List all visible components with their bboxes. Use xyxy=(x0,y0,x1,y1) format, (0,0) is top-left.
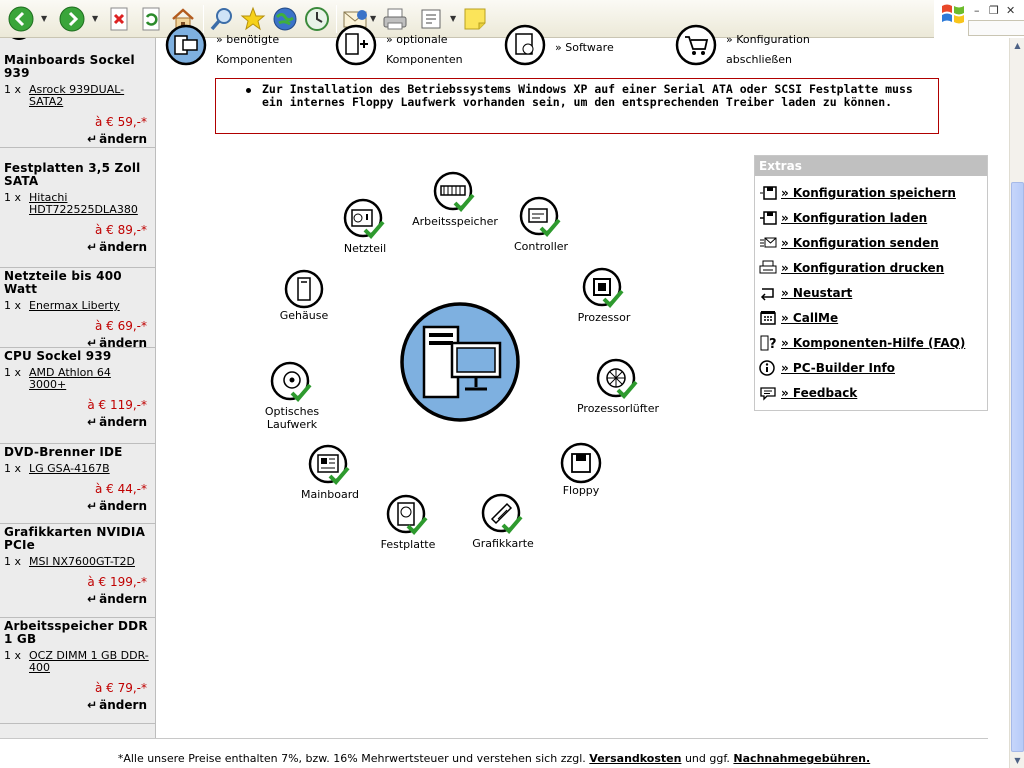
sidebar-category: DVD-Brenner IDE xyxy=(4,445,123,459)
sidebar-item xyxy=(0,526,155,618)
sidebar-item xyxy=(0,350,155,444)
extras-link: » Konfiguration speichern xyxy=(781,185,956,200)
change-label: ändern xyxy=(99,240,147,254)
stop-icon xyxy=(108,7,130,31)
scroll-thumb[interactable] xyxy=(1011,182,1024,752)
change-arrow-icon: ↵ xyxy=(87,499,98,513)
extras-link: » Konfiguration drucken xyxy=(781,260,945,275)
component-controller[interactable] xyxy=(503,196,579,253)
edit-dropdown[interactable]: ▼ xyxy=(450,14,457,23)
change-label: ändern xyxy=(99,592,147,606)
sidebar-category: Mainboards Sockel 939 xyxy=(4,53,135,80)
extras-link: » Komponenten-Hilfe (FAQ) xyxy=(781,335,966,350)
price-footer xyxy=(0,752,988,766)
psu-check-icon xyxy=(343,198,387,242)
restore-button[interactable]: ❐ xyxy=(989,4,999,17)
minimize-button[interactable]: – xyxy=(974,4,980,17)
sidebar-item xyxy=(0,162,155,268)
component-label: Floppy xyxy=(562,484,600,497)
component-floppy[interactable] xyxy=(555,442,607,497)
cpu-cooler-check-icon xyxy=(596,358,640,402)
extras-link: » PC-Builder Info xyxy=(781,360,895,375)
search-button[interactable] xyxy=(209,5,235,33)
window-chrome xyxy=(934,0,1024,38)
sidebar-qty: 1 x xyxy=(4,366,22,379)
sidebar-change-button[interactable] xyxy=(4,415,151,429)
extras-item-load[interactable] xyxy=(759,205,987,230)
component-label-line2: Laufwerk xyxy=(266,418,318,431)
close-window-button[interactable]: ✕ xyxy=(1006,4,1016,17)
component-label: Prozessorlüfter xyxy=(576,402,660,415)
step-required-line2: Komponenten xyxy=(216,53,293,66)
sidebar-qty: 1 x xyxy=(4,299,22,312)
sidebar-change-button[interactable] xyxy=(4,592,151,606)
sidebar-category: Arbeitsspeicher DDR 1 GB xyxy=(4,619,148,646)
back-button[interactable] xyxy=(8,5,34,33)
sidebar-category: CPU Sockel 939 xyxy=(4,349,112,363)
extras-link: » CallMe xyxy=(781,310,839,325)
save-icon xyxy=(759,185,777,201)
phone-icon xyxy=(759,310,777,326)
extras-list xyxy=(755,176,987,405)
floppy-icon xyxy=(560,442,602,484)
change-label: ändern xyxy=(99,336,147,350)
extras-title: Extras xyxy=(755,156,987,176)
sidebar-change-button[interactable] xyxy=(4,132,151,146)
change-arrow-icon: ↵ xyxy=(87,132,98,146)
extras-link: » Neustart xyxy=(781,285,853,300)
sidebar-price: à € 44,-* xyxy=(94,482,147,496)
history-button[interactable] xyxy=(304,5,330,33)
extras-link: » Konfiguration senden xyxy=(781,235,939,250)
back-dropdown[interactable]: ▼ xyxy=(41,14,48,23)
sidebar-product-link[interactable]: OCZ DIMM 1 GB DDR-400 xyxy=(29,649,149,674)
component-label: Controller xyxy=(513,240,569,253)
sidebar-change-button[interactable] xyxy=(4,499,151,513)
component-label: Prozessor xyxy=(577,311,631,324)
sidebar-product-link[interactable]: Enermax Liberty xyxy=(29,299,120,312)
optical-drive-check-icon xyxy=(270,361,314,405)
sidebar-item xyxy=(0,270,155,348)
mainboard-check-icon xyxy=(308,444,352,488)
info-icon xyxy=(759,360,777,376)
component-psu[interactable] xyxy=(331,198,399,255)
component-label: Netzteil xyxy=(343,242,387,255)
sidebar-item xyxy=(0,54,155,148)
note-icon xyxy=(462,6,488,32)
component-label: Grafikkarte xyxy=(472,537,534,550)
hdd-check-icon xyxy=(386,494,430,538)
required-components-icon[interactable] xyxy=(165,24,207,68)
cod-fee-link[interactable]: Nachnahmegebühren. xyxy=(733,752,871,765)
load-icon xyxy=(759,210,777,226)
print-button[interactable] xyxy=(382,5,408,33)
svg-text:?: ? xyxy=(769,336,777,351)
component-mainboard[interactable] xyxy=(295,444,365,501)
optional-components-icon[interactable] xyxy=(335,24,377,68)
footer-text: *Alle unsere Preise enthalten 7%, bzw. 16% Mehrwertsteuer und verstehen sich zzgl. xyxy=(117,752,586,765)
step-finish-line1: » Konfiguration xyxy=(726,33,810,46)
feedback-icon xyxy=(759,385,777,401)
sidebar-qty: 1 x xyxy=(4,83,22,96)
sidebar-change-button[interactable] xyxy=(4,698,151,712)
extras-item-info[interactable] xyxy=(759,355,987,380)
configuration-sidebar xyxy=(0,38,156,738)
stop-button[interactable] xyxy=(108,5,130,33)
software-icon[interactable] xyxy=(504,24,546,68)
sidebar-category: Grafikkarten NVIDIA PCIe xyxy=(4,525,146,552)
sidebar-product-link[interactable]: AMD Athlon 64 3000+ xyxy=(29,366,111,391)
footer-text-middle: und ggf. xyxy=(684,752,730,765)
ram-check-icon xyxy=(433,171,477,215)
controller-check-icon xyxy=(519,196,563,240)
sidebar-change-button[interactable] xyxy=(4,240,151,254)
notes-button[interactable] xyxy=(462,5,488,33)
extras-item-print[interactable] xyxy=(759,255,987,280)
component-cpu-cooler[interactable] xyxy=(571,358,665,415)
finish-configuration-icon[interactable] xyxy=(675,24,717,68)
component-label: Festplatte xyxy=(380,538,436,551)
extras-item-faq[interactable] xyxy=(759,330,987,355)
step-software[interactable]: » Software xyxy=(555,41,614,54)
partial-icon xyxy=(4,38,34,46)
back-arrow-icon xyxy=(8,6,34,32)
step-optional-line1: » optionale xyxy=(386,33,448,46)
component-ram[interactable] xyxy=(407,171,503,228)
step-required-line1: » benötigte xyxy=(216,33,280,46)
change-arrow-icon: ↵ xyxy=(87,592,98,606)
star-icon xyxy=(240,6,266,32)
component-case[interactable] xyxy=(271,269,337,322)
component-gpu[interactable] xyxy=(463,493,543,550)
sidebar-product-link[interactable]: Asrock 939DUAL-SATA2 xyxy=(29,83,125,108)
forward-button[interactable] xyxy=(59,5,85,33)
change-arrow-icon: ↵ xyxy=(87,415,98,429)
sidebar-change-button[interactable] xyxy=(4,336,151,350)
sidebar-price: à € 89,-* xyxy=(94,223,147,237)
change-arrow-icon: ↵ xyxy=(87,698,98,712)
component-hdd[interactable] xyxy=(375,494,441,551)
step-optional[interactable] xyxy=(386,30,463,70)
sidebar-price: à € 79,-* xyxy=(94,681,147,695)
step-required[interactable] xyxy=(216,30,293,70)
extras-item-send[interactable] xyxy=(759,230,987,255)
media-button[interactable] xyxy=(272,5,298,33)
extras-item-feedback[interactable] xyxy=(759,380,987,405)
change-label: ändern xyxy=(99,499,147,513)
case-icon xyxy=(284,269,324,309)
sidebar-qty: 1 x xyxy=(4,649,22,662)
sidebar-product-link[interactable]: Hitachi HDT722525DLA380 xyxy=(29,191,138,216)
component-label: Gehäuse xyxy=(279,309,329,322)
extras-link: » Konfiguration laden xyxy=(781,210,928,225)
scroll-down-button[interactable]: ▼ xyxy=(1014,756,1021,765)
windows-logo-icon xyxy=(940,2,966,26)
extras-panel xyxy=(754,155,988,411)
send-mail-icon xyxy=(759,235,777,251)
sidebar-product-link[interactable]: MSI NX7600GT-T2D xyxy=(29,555,135,568)
component-label xyxy=(257,405,327,431)
refresh-button[interactable] xyxy=(140,5,162,33)
search-icon xyxy=(209,6,235,32)
extras-item-restart[interactable] xyxy=(759,280,987,305)
step-finish[interactable] xyxy=(726,30,810,70)
vertical-scrollbar[interactable] xyxy=(1009,38,1024,768)
edit-icon xyxy=(418,6,444,32)
sidebar-qty: 1 x xyxy=(4,555,22,568)
edit-button[interactable] xyxy=(418,5,444,33)
address-bar-fragment[interactable] xyxy=(968,20,1024,36)
print-icon xyxy=(759,260,777,276)
sidebar-item xyxy=(0,446,155,524)
forward-dropdown[interactable]: ▼ xyxy=(92,14,99,23)
step-optional-line2: Komponenten xyxy=(386,53,463,66)
scroll-up-button[interactable]: ▲ xyxy=(1014,41,1021,50)
footer-divider xyxy=(0,738,988,739)
sidebar-price: à € 59,-* xyxy=(94,115,147,129)
gpu-check-icon xyxy=(481,493,525,537)
change-arrow-icon: ↵ xyxy=(87,240,98,254)
shipping-cost-link[interactable]: Versandkosten xyxy=(589,752,682,765)
help-icon xyxy=(759,335,777,351)
change-arrow-icon: ↵ xyxy=(87,336,98,350)
sidebar-qty: 1 x xyxy=(4,462,22,475)
sidebar-price: à € 199,-* xyxy=(87,575,147,589)
floppy-warning-box: Zur Installation des Betriebssystems Windows XP auf einer Serial ATA oder SCSI Festplatte muss ein internes Floppy Laufwerk vorhanden sein, um den entsprechenden Treiber laden zu können. xyxy=(215,78,939,134)
component-label-line1: Optisches xyxy=(264,405,320,418)
cpu-check-icon xyxy=(582,267,626,311)
pc-hub-icon xyxy=(399,301,521,423)
component-optical-drive[interactable] xyxy=(257,361,327,431)
sidebar-category: Festplatten 3,5 Zoll SATA xyxy=(4,161,141,188)
component-label: Mainboard xyxy=(300,488,360,501)
sidebar-qty: 1 x xyxy=(4,191,22,204)
sidebar-price: à € 69,-* xyxy=(94,319,147,333)
history-icon xyxy=(304,6,330,32)
globe-icon xyxy=(272,6,298,32)
favorites-button[interactable] xyxy=(240,5,266,33)
mail-dropdown[interactable]: ▼ xyxy=(370,14,377,23)
change-label: ändern xyxy=(99,132,147,146)
restart-icon xyxy=(759,285,777,301)
change-label: ändern xyxy=(99,415,147,429)
change-label: ändern xyxy=(99,698,147,712)
component-cpu[interactable] xyxy=(567,267,641,324)
extras-link: » Feedback xyxy=(781,385,858,400)
printer-icon xyxy=(382,6,408,32)
sidebar-category: Netzteile bis 400 Watt xyxy=(4,269,122,296)
component-label: Arbeitsspeicher xyxy=(412,215,498,228)
extras-item-callme[interactable] xyxy=(759,305,987,330)
step-finish-line2: abschließen xyxy=(726,53,793,66)
sidebar-price: à € 119,-* xyxy=(87,398,147,412)
sidebar-item xyxy=(0,620,155,724)
extras-item-save[interactable] xyxy=(759,180,987,205)
forward-arrow-icon xyxy=(59,6,85,32)
sidebar-product-link[interactable]: LG GSA-4167B xyxy=(29,462,110,475)
refresh-icon xyxy=(140,7,162,31)
